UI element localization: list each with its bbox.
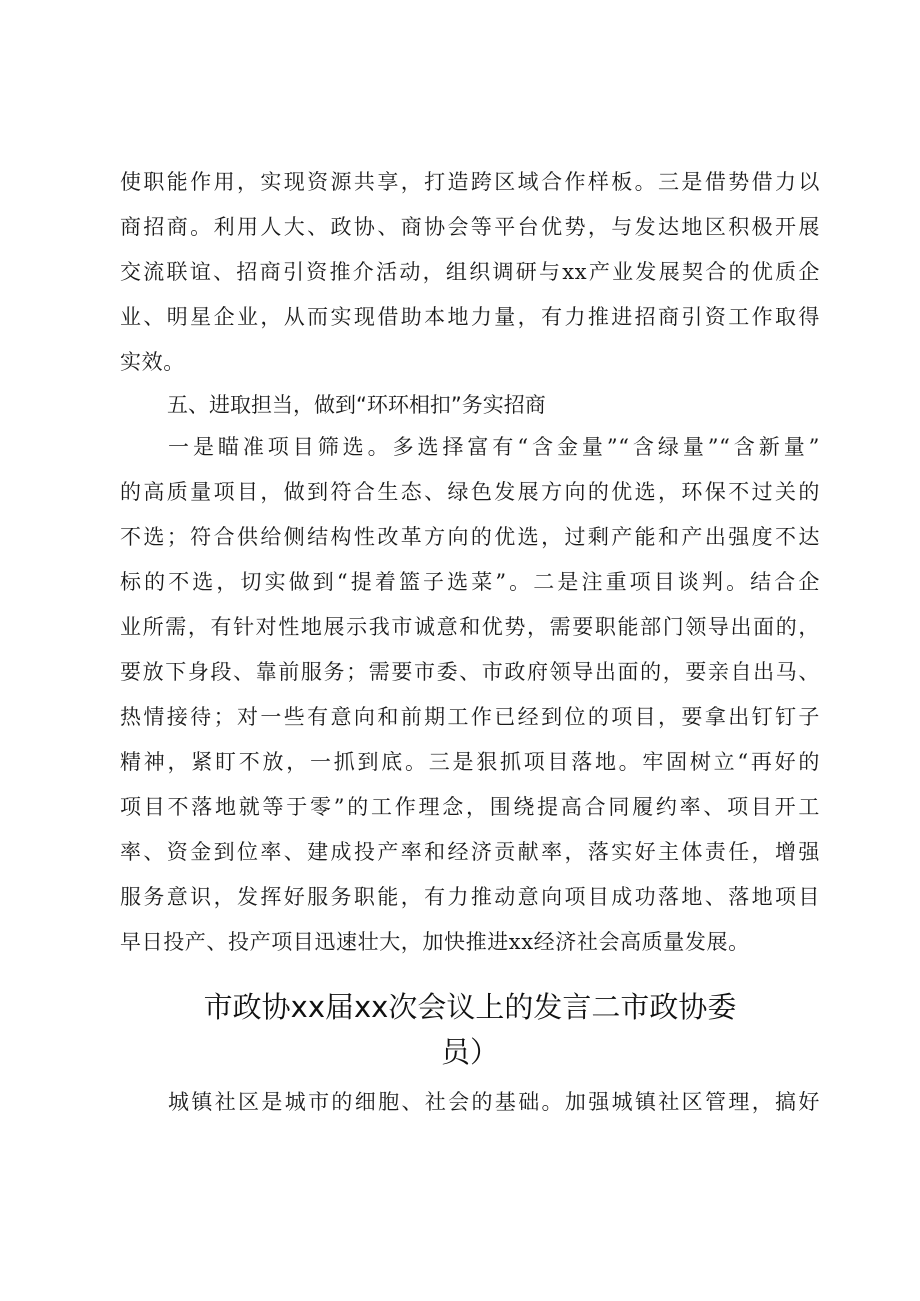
paragraph-line: 项目不落地就等于零”的工作理念，围绕提高合同履约率、项目开工 xyxy=(120,795,820,819)
paragraph-2 xyxy=(120,425,820,965)
paragraph-line: 城镇社区是城市的细胞、社会的基础。加强城镇社区管理，搞好 xyxy=(168,1090,820,1114)
document-title xyxy=(120,985,820,1075)
paragraph-line: 要放下身段、靠前服务；需要市委、市政府领导出面的，要亲自出马、 xyxy=(120,660,820,684)
paragraph-line: 率、资金到位率、建成投产率和经济贡献率，落实好主体责任，增强 xyxy=(120,840,820,864)
paragraph-line: 早日投产、投产项目迅速壮大，加快推进xx经济社会高质量发展。 xyxy=(120,930,750,954)
paragraph-line: 标的不选，切实做到“提着篮子选菜”。二是注重项目谈判。结合企 xyxy=(120,570,820,594)
paragraph-line: 热情接待；对一些有意向和前期工作已经到位的项目，要拿出钉钉子 xyxy=(120,705,820,729)
section-heading: 五、进取担当，做到“环环相扣”务实招商 xyxy=(167,393,546,417)
paragraph-line: 的高质量项目，做到符合生态、绿色发展方向的优选，环保不过关的 xyxy=(120,480,820,504)
paragraph-3 xyxy=(120,1080,820,1125)
paragraph-line: 服务意识，发挥好服务职能，有力推动意向项目成功落地、落地项目 xyxy=(120,885,820,909)
paragraph-line: 精神，紧盯不放，一抓到底。三是狠抓项目落地。牢固树立“再好的 xyxy=(120,750,820,774)
paragraph-line: 使职能作用，实现资源共享，打造跨区域合作样板。三是借势借力以 xyxy=(120,170,820,194)
paragraph-1 xyxy=(120,160,820,385)
document-title-line: 市政协xx届xx次会议上的发言二市政协委 xyxy=(203,990,737,1024)
paragraph-line: 业所需，有针对性地展示我市诚意和优势，需要职能部门领导出面的， xyxy=(120,615,820,639)
paragraph-line: 不选；符合供给侧结构性改革方向的优选，过剩产能和产出强度不达 xyxy=(120,525,820,549)
paragraph-line: 实效。 xyxy=(120,350,185,374)
paragraph-line: 商招商。利用人大、政协、商协会等平台优势，与发达地区积极开展 xyxy=(120,215,820,239)
document-title-line: 员） xyxy=(440,1035,499,1069)
paragraph-line: 交流联谊、招商引资推介活动，组织调研与xx产业发展契合的优质企 xyxy=(120,260,820,284)
paragraph-line: 一是瞄准项目筛选。多选择富有“含金量”“含绿量”“含新量” xyxy=(168,435,820,459)
paragraph-line: 业、明星企业，从而实现借助本地力量，有力推进招商引资工作取得 xyxy=(120,305,820,329)
